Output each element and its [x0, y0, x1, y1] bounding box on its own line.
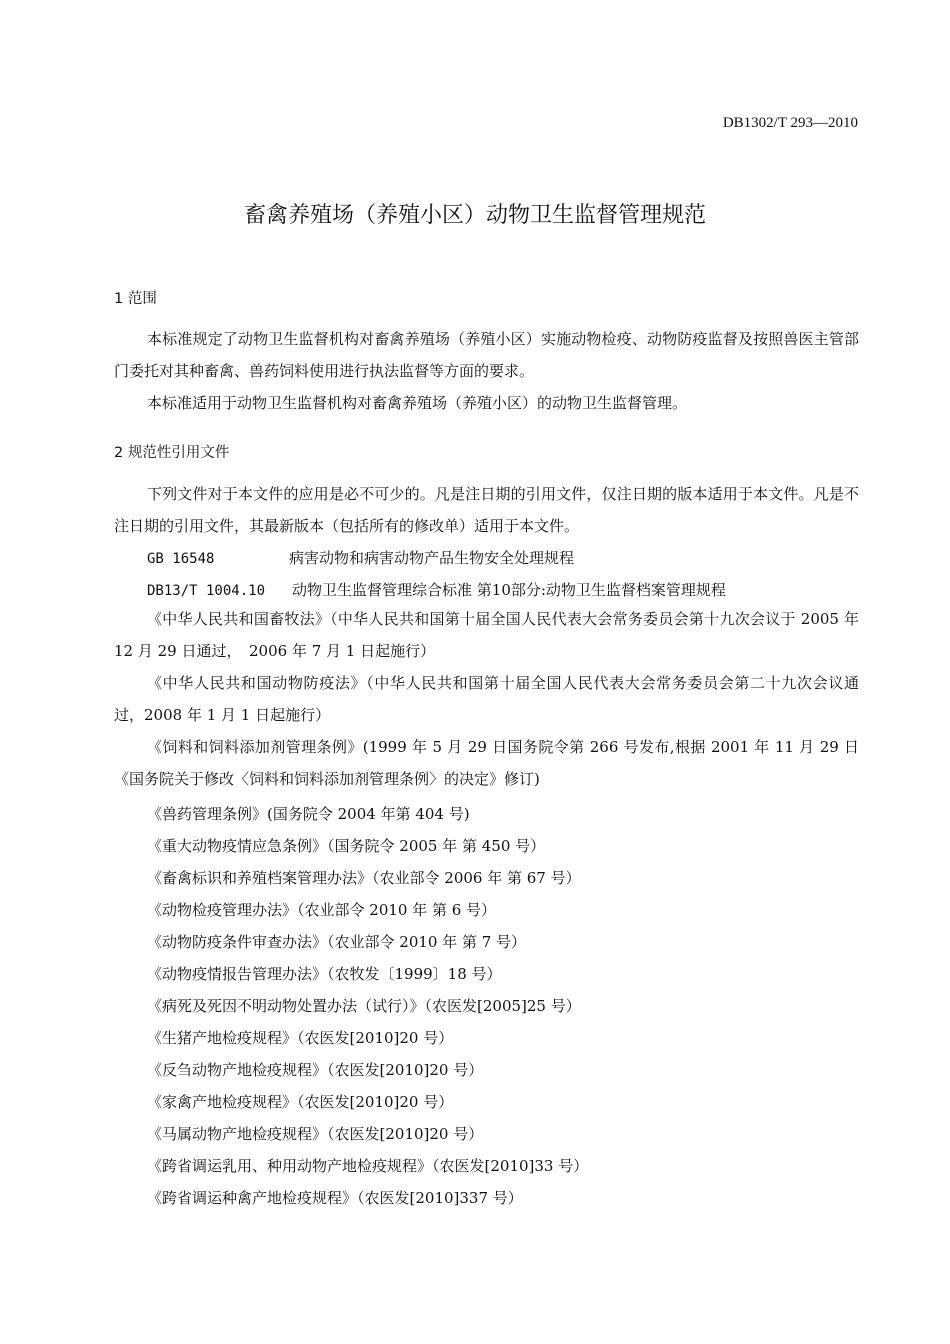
document-code: DB1302/T 293—2010	[722, 115, 858, 131]
law-reference: 《兽药管理条例》(国务院令 2004 年第 404 号)	[147, 805, 470, 823]
law-reference: 《病死及死因不明动物处置办法（试行）》（农医发[2005]25 号）	[147, 997, 581, 1015]
law-reference: 《饲料和饲料添加剂管理条例》(1999 年 5 月 29 日国务院令第 266 号发布,根据 2001 年 11 月 29 日《国务院关于修改〈饲料和饲料添加剂管理条例〉的决定》修订)	[114, 738, 859, 788]
section-1-heading: 1 范围	[114, 291, 157, 307]
standard-reference	[147, 547, 574, 568]
section-2-heading: 2 规范性引用文件	[114, 445, 230, 461]
law-reference: 《家禽产地检疫规程》（农医发[2010]20 号）	[147, 1093, 454, 1111]
law-reference: 《马属动物产地检疫规程》（农医发[2010]20 号）	[147, 1125, 484, 1143]
law-reference: 《动物疫情报告管理办法》（农牧发〔1999〕18 号）	[147, 965, 502, 983]
law-reference: 《反刍动物产地检疫规程》（农医发[2010]20 号）	[147, 1061, 484, 1079]
section-1-paragraph: 本标准适用于动物卫生监督机构对畜禽养殖场（养殖小区）的动物卫生监督管理。	[147, 394, 688, 412]
law-reference: 《中华人民共和国动物防疫法》（中华人民共和国第十届全国人民代表大会常务委员会第二十九次会议通过，2008 年 1 月 1 日起施行）	[114, 674, 859, 724]
standard-code: GB 16548	[147, 551, 215, 567]
standard-reference	[147, 579, 726, 600]
section-1-paragraph: 本标准规定了动物卫生监督机构对畜禽养殖场（养殖小区）实施动物检疫、动物防疫监督及按照兽医主管部门委托对其种畜禽、兽药饲料使用进行执法监督等方面的要求。	[114, 330, 859, 380]
standard-code: DB13/T 1004.10	[147, 583, 266, 599]
page-title: 畜禽养殖场（养殖小区）动物卫生监督管理规范	[243, 203, 706, 228]
law-reference: 《畜禽标识和养殖档案管理办法》（农业部令 2006 年 第 67 号）	[147, 869, 581, 887]
law-reference: 《跨省调运乳用、种用动物产地检疫规程》（农医发[2010]33 号）	[147, 1157, 589, 1175]
law-reference: 《动物防疫条件审查办法》（农业部令 2010 年 第 7 号）	[147, 933, 527, 951]
law-reference: 《中华人民共和国畜牧法》（中华人民共和国第十届全国人民代表大会常务委员会第十九次会议于 2005 年 12 月 29 日通过， 2006 年 7 月 1 日起施行）	[114, 610, 859, 660]
standard-name: 动物卫生监督管理综合标准 第10部分:动物卫生监督档案管理规程	[292, 581, 726, 599]
law-reference: 《生猪产地检疫规程》（农医发[2010]20 号）	[147, 1029, 454, 1047]
section-2-intro: 下列文件对于本文件的应用是必不可少的。凡是注日期的引用文件，仅注日期的版本适用于本文件。凡是不注日期的引用文件，其最新版本（包括所有的修改单）适用于本文件。	[114, 485, 859, 535]
law-reference: 《动物检疫管理办法》（农业部令 2010 年 第 6 号）	[147, 901, 497, 919]
law-reference: 《跨省调运种禽产地检疫规程》（农医发[2010]337 号）	[147, 1189, 523, 1207]
standard-name: 病害动物和病害动物产品生物安全处理规程	[289, 549, 575, 567]
law-reference: 《重大动物疫情应急条例》（国务院令 2005 年 第 450 号）	[147, 837, 546, 855]
